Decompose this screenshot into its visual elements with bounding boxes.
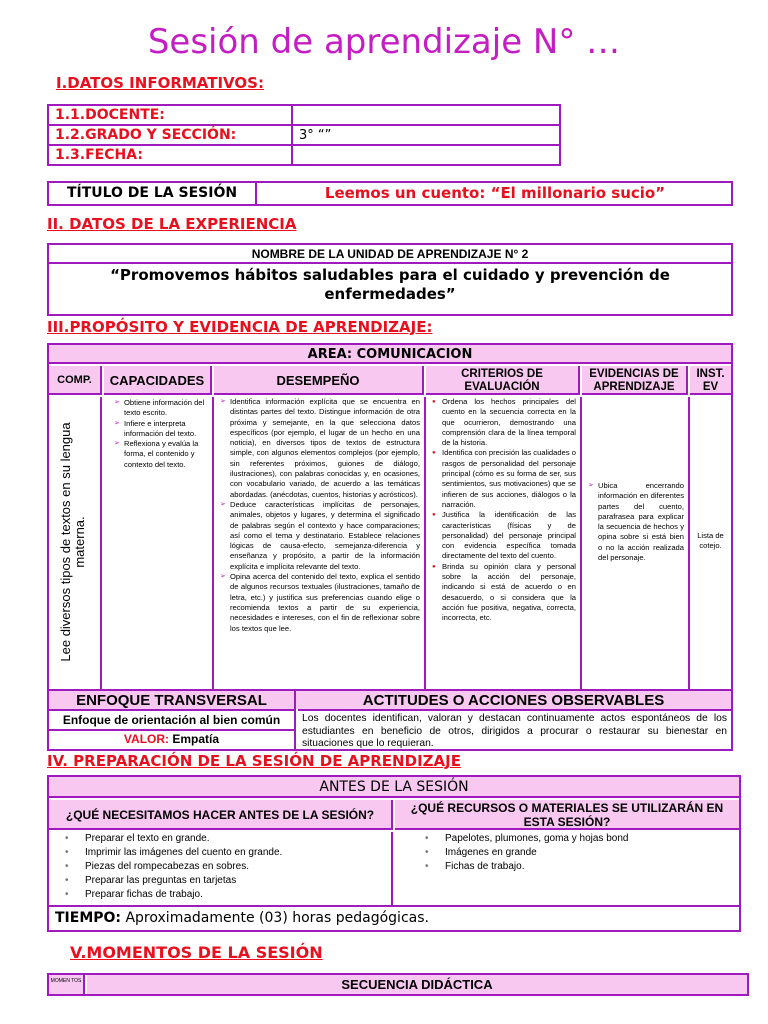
actitudes-value: Los docentes identifican, valoran y destacan continuamente actos espontáneos de los estudiantes en beneficio de otros, dirigidos a procurar o restaurar su bienestar en situaciones que lo requieran. <box>298 709 731 749</box>
competencia-cell <box>49 397 102 689</box>
criterios-cell <box>426 397 582 689</box>
momentos-header: MOMEN TOS <box>49 975 85 994</box>
secuencia-table <box>47 973 749 996</box>
capacidades-cell <box>104 397 214 689</box>
hacer-cell <box>49 832 393 907</box>
enfoque-value: Enfoque de orientación al bien común <box>49 709 296 731</box>
col-criterios: CRITERIOS DE EVALUACIÓN <box>426 366 580 395</box>
grado-value[interactable]: 3° “” <box>292 125 560 145</box>
list-item: • Papelotes, plumones, goma y hojas bond <box>445 832 739 846</box>
col-capacidades: CAPACIDADES <box>104 366 212 395</box>
list-item: ➢ Deduce características implícitas de personajes, animales, objetos y lugares, y determina el significado de palabras según el contexto y hace comparaciones; así como el tema y destinatario. Establece relaciones lógicas de causa-efecto, semejanza-diferencia y enseñanza y propósito, a partir de la información explícita e implícita relevante del texto. <box>230 500 420 572</box>
proposito-table <box>47 343 733 751</box>
titulo-label: TÍTULO DE LA SESIÓN <box>49 183 257 204</box>
list-item: ● Identifica con precisión las cualidades o rasgos de personalidad del personaje principal (cómo es su forma de ser, sus sentimientos, sus motivaciones) que se infieren de sus acciones, diálogos o la narración. <box>442 448 576 510</box>
fecha-label: 1.3.FECHA: <box>48 145 292 165</box>
page-title: Sesión de aprendizaje N° … <box>147 22 621 62</box>
list-item: ➢ Reflexiona y evalúa la forma, el contenido y contexto del texto. <box>124 439 208 470</box>
list-item: ➢ Ubica encerrando información en diferentes partes del cuento, parafrasea para explicar la secuencia de hechos y opina sobre si está bien o no la acción realizada del personaje. <box>598 481 684 563</box>
list-item: • Preparar el texto en grande. <box>85 832 391 846</box>
recursos-cell <box>395 832 739 907</box>
unidad-value: “Promovemos hábitos saludables para el cuidado y prevención de enfermedades” <box>110 266 670 303</box>
list-item: • Preparar las preguntas en tarjetas <box>85 874 391 888</box>
docente-value[interactable] <box>292 105 560 125</box>
tiempo-label: TIEMPO: <box>55 910 122 926</box>
datos-table <box>47 104 561 166</box>
q1-header: ¿QUÉ NECESITAMOS HACER ANTES DE LA SESIÓN? <box>49 800 393 830</box>
list-item: ● Brinda su opinión clara y personal sobre la acción del personaje, indicando si está de acuerdo o en desacuerdo, o si considera que la acción fue positiva, negativa, correcta, incorrecta, etc. <box>442 562 576 624</box>
list-item: • Piezas del rompecabezas en sobres. <box>85 860 391 874</box>
desempeno-cell <box>214 397 426 689</box>
enfoque-header: ENFOQUE TRANSVERSAL <box>49 689 296 709</box>
docente-label: 1.1.DOCENTE: <box>48 105 292 125</box>
valor-value: Empatía <box>172 732 220 746</box>
section-momentos: V.MOMENTOS DE LA SESIÓN <box>70 943 323 962</box>
col-desempeno: DESEMPEÑO <box>214 366 424 395</box>
titulo-value: Leemos un cuento: “El millonario sucio” <box>324 184 666 202</box>
valor-row <box>49 731 296 749</box>
list-item: ➢ Identifica información explícita que se encuentra en distintas partes del texto. Distingue información de otra próxima y semejante, en la que selecciona datos específicos (por ejemplo, el lugar de un hecho en una noticia), en diversos tipos de textos de estructura simple, con algunos elementos complejos (por ejemplo, sin referentes próximos, guiones de diálogo, ilustraciones), con palabras conocidas y, en ocasiones, con vocabulario variado, de acuerdo a las temáticas abordadas. (anécdotas, cuentos, historias y acrósticos). <box>230 397 420 500</box>
table-row <box>48 105 560 125</box>
list-item: • Preparar fichas de trabajo. <box>85 888 391 902</box>
instrumento-cell: Lista de cotejo. <box>697 531 724 551</box>
table-row <box>48 145 560 165</box>
col-evidencias: EVIDENCIAS DE APRENDIZAJE <box>582 366 688 395</box>
preparacion-table <box>47 775 741 932</box>
section-datos-informativos: I.DATOS INFORMATIVOS: <box>56 74 264 92</box>
list-item: ➢ Opina acerca del contenido del texto, explica el sentido de algunos recursos textuales (ilustraciones, tamaño de letra, etc.) y justifica sus preferencias cuando elige o recomienda textos a partir de su experiencia, necesidades e intereses, con el fin de reflexionar sobre los textos que lee. <box>230 572 420 634</box>
unidad-box <box>47 243 733 316</box>
tiempo-value: Aproximadamente (03) horas pedagógicas. <box>125 910 429 926</box>
section-datos-experiencia: II. DATOS DE LA EXPERIENCIA <box>47 215 297 233</box>
col-comp: COMP. <box>49 366 102 395</box>
list-item: • Imprimir las imágenes del cuento en grande. <box>85 846 391 860</box>
titulo-sesion-box <box>47 181 733 206</box>
actitudes-header: ACTITUDES O ACCIONES OBSERVABLES <box>296 689 731 709</box>
col-instrumento: INST. EV <box>690 366 731 395</box>
competencia-text: Lee diversos tipos de textos en su lengua materna. <box>58 422 87 662</box>
grado-label: 1.2.GRADO Y SECCIÓN: <box>48 125 292 145</box>
valor-label: VALOR: <box>123 732 170 746</box>
area-header: AREA: COMUNICACION <box>49 345 731 364</box>
table-row <box>48 125 560 145</box>
list-item: • Fichas de trabajo. <box>445 860 739 874</box>
fecha-value[interactable] <box>292 145 560 165</box>
tiempo-row <box>49 905 739 930</box>
section-preparacion: IV. PREPARACIÓN DE LA SESIÓN DE APRENDIZAJE <box>47 752 461 770</box>
evidencia-cell <box>582 397 690 689</box>
list-item: ➢ Infiere e interpreta información del texto. <box>124 419 208 440</box>
secuencia-header: SECUENCIA DIDÁCTICA <box>87 975 747 994</box>
q2-header: ¿QUÉ RECURSOS O MATERIALES SE UTILIZARÁN EN ESTA SESIÓN? <box>395 800 739 830</box>
list-item: • Imágenes en grande <box>445 846 739 860</box>
list-item: ➢ Obtiene información del texto escrito. <box>124 398 208 419</box>
list-item: ● Justifica la identificación de las características (físicas y de personalidad) del personaje principal con evidencia específica tomada directamente del texto del cuento. <box>442 510 576 561</box>
list-item: ● Ordena los hechos principales del cuento en la secuencia correcta en la que ocurrieron, demostrando una comprensión clara de la línea temporal de la historia. <box>442 397 576 448</box>
unidad-label: NOMBRE DE LA UNIDAD DE APRENDIZAJE N° 2 <box>49 245 731 264</box>
antes-header: ANTES DE LA SESIÓN <box>49 777 739 798</box>
section-proposito: III.PROPÓSITO Y EVIDENCIA DE APRENDIZAJE: <box>47 318 433 336</box>
